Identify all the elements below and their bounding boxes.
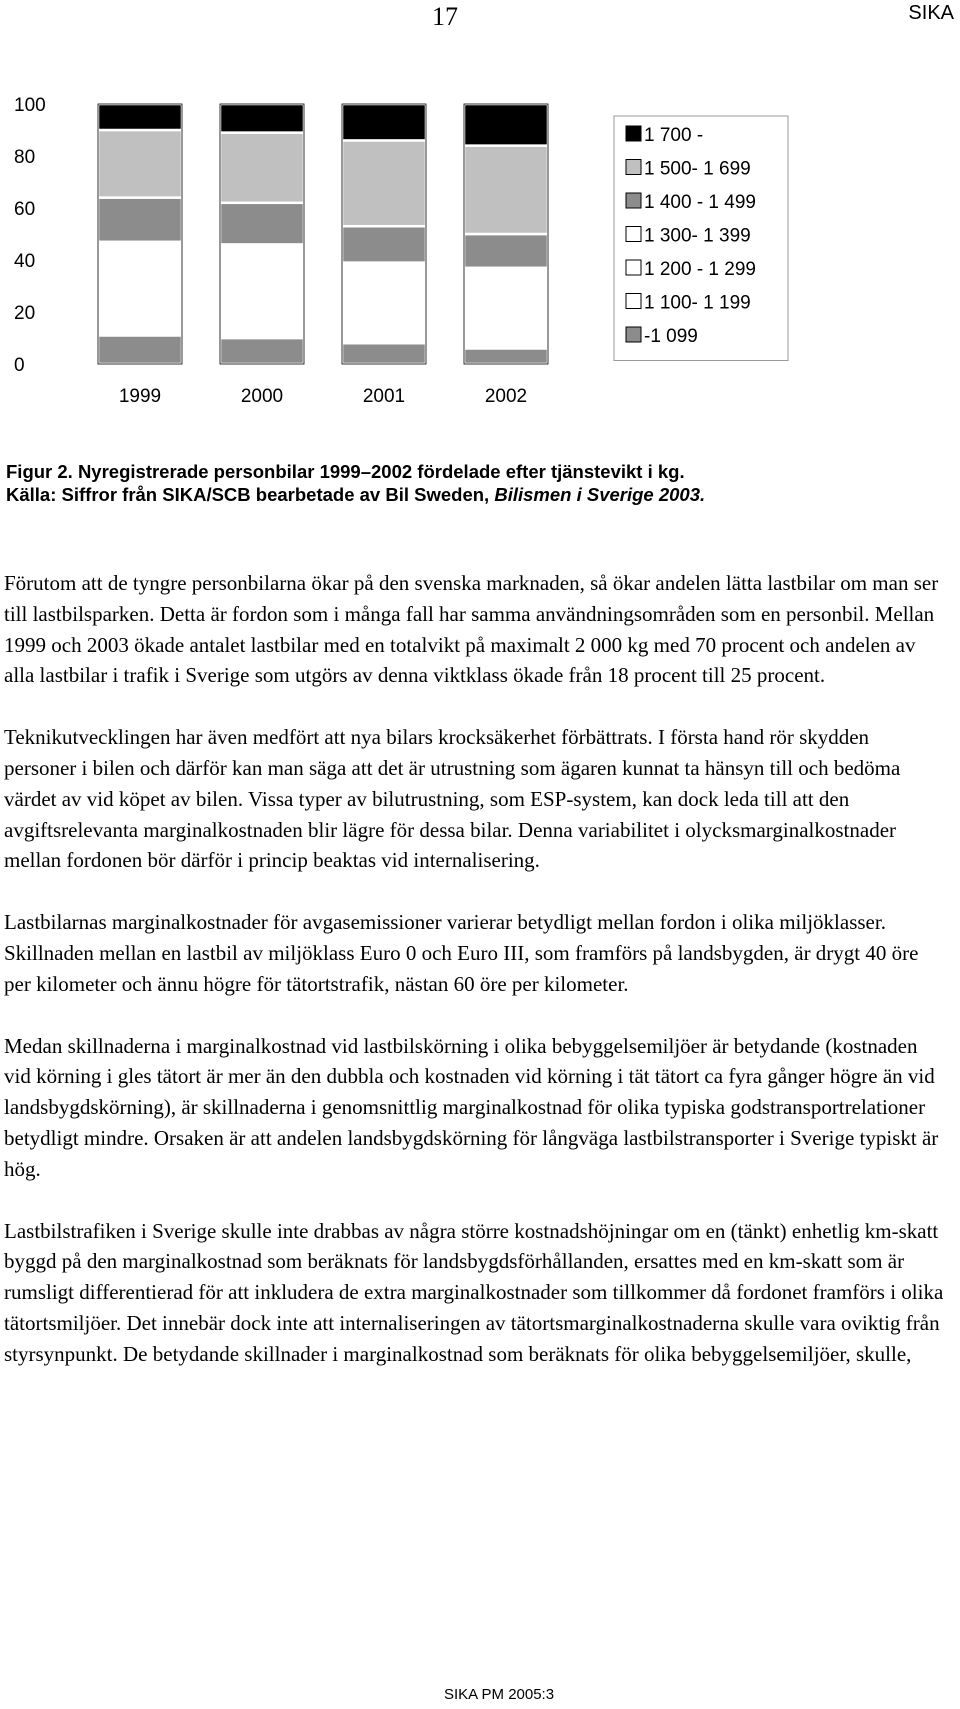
y-tick-label: 60 [14,199,36,220]
bar-segment [98,315,182,336]
caption-line-1: Figur 2. Nyregistrerade personbilar 1999–2002 fördelade efter tjänstevikt i kg. [6,461,685,482]
bar-segment [98,335,182,364]
figure-caption [6,460,946,506]
legend-label: 1 300- 1 399 [644,225,751,247]
paragraph: Medan skillnaderna i marginalkostnad vid lastbilskörning i olika bebyggelsemiljöer är betydande (kostnaden vid körning i gles tätort är mer än den dubbla och kostnaden vid körning i tät tätort ca fyra gånger högre än vid landsbygdskörning), är skillnaderna i genomsnittlig marginalkostnad för olika typiska godstransportrelationer betydligt mindre. Orsaken är att andelen landsbygdskörning för långväga lastbilstransporter i Sverige typiskt är hög. [4,1033,939,1181]
bar-segment [464,268,548,307]
legend-swatch [626,327,641,342]
legend [614,116,788,361]
y-axis-ticks [14,95,46,376]
bar-segment [220,244,304,288]
legend-swatch [626,260,641,275]
legend-swatch [626,227,641,242]
bar-segment [464,234,548,268]
legend-swatch [626,193,641,208]
legend-swatch [626,160,641,175]
bar-segment [464,307,548,330]
bar-segment [98,283,182,314]
bars [98,104,548,364]
legend-swatch [626,126,641,141]
footer: SIKA PM 2005:3 [444,1686,555,1703]
legend-swatch [626,294,641,309]
paragraph: Lastbilstrafiken i Sverige skulle inte drabbas av några större kostnadshöjningar om en (tänkt) enhetlig km-skatt byggd på den marginalkostnad som beräknats för landsbygdsförhållanden, ersattes med en km-skatt som är rumsligt differentierad för att inkludera de extra marginalkostnader som tillkommer då fordonet framförs i olika tätortsmiljöer. Det innebär dock inte att internaliseringen av tätortsmarginalkostnaderna skulle vara oviktig från styrsynpunkt. De betydande skillnader i marginalkostnad som beräknats för olika bebyggelsemiljöer, skulle, [4,1218,944,1366]
caption-line-2 [6,483,946,506]
legend-label: -1 099 [644,326,698,347]
bar-segment [220,133,304,203]
paragraph: Teknikutvecklingen har även medfört att nya bilars krocksäkerhet förbättrats. I första hand rör skydden personer i bilen och därför kan man säga att det är utrustning som ägaren kunnat ta hänsyn till och bedöma värdet av vid köpet av bilen. Vissa typer av bilutrustning, som ESP-system, kan dock leda till att den avgiftsrelevanta marginalkostnaden blir lägre för dessa bilar. Denna variabilitet i olycksmarginalkostnader mellan fordonen bör därför i princip beaktas vid internalisering. [4,725,901,873]
bar-segment [220,104,304,133]
bar-segment [98,198,182,242]
legend-label: 1 200 - 1 299 [644,259,756,280]
legend-label: 1 700 - [644,125,704,146]
bar-segment [342,325,426,343]
caption-source-title: Bilismen i Sverige 2003. [494,484,706,505]
bar-segment [464,146,548,234]
bar-segment [342,226,426,262]
y-tick-label: 100 [14,95,46,116]
y-tick-label: 80 [14,147,36,168]
bar-segment [464,330,548,348]
x-tick-label: 2000 [240,386,284,407]
y-tick-label: 0 [14,355,25,376]
bar-segment [464,348,548,364]
bar-segment [342,263,426,302]
caption-source: Källa: Siffror från SIKA/SCB bearbetade av Bil Sweden, [6,484,495,505]
bar-segment [464,104,548,146]
paragraph: Lastbilarnas marginalkostnader för avgasemissioner varierar betydligt mellan fordon i olika miljöklasser. Skillnaden mellan en lastbil av miljöklass Euro 0 och Euro III, som framförs på landsbygden, är drygt 40 öre per kilometer och ännu högre för tätortstrafik, nästan 60 öre per kilometer. [4,910,919,996]
x-tick-label: 2002 [484,386,528,407]
x-tick-label: 2001 [362,386,406,407]
header-brand: SIKA [908,2,954,24]
bar-segment [220,338,304,364]
bar-segment [342,140,426,226]
bar-segment [220,289,304,320]
bar-segment [98,130,182,198]
bar-segment [342,343,426,364]
bar-segment [220,203,304,245]
x-tick-label: 1999 [118,386,162,407]
bar-segment [220,320,304,338]
legend-label: 1 400 - 1 499 [644,192,756,213]
bar-segment [98,242,182,284]
paragraph: Förutom att de tyngre personbilarna ökar på den svenska marknaden, så ökar andelen lätta lastbilar om man ser till lastbilsparken. Detta är fordon som i många fall har samma användningsområden som en personbil. Mellan 1999 och 2003 ökade antalet lastbilar med en totalvikt på maximalt 2 000 kg med 70 procent och andelen av alla lastbilar i trafik i Sverige som utgörs av denna viktklass ökade från 18 procent till 25 procent. [4,571,939,688]
stacked-bar-chart [0,80,800,450]
bar-segment [342,302,426,325]
body-text [4,568,944,1401]
bar-segment [98,104,182,130]
legend-label: 1 500- 1 699 [644,158,751,180]
page-number: 17 [432,2,458,31]
y-tick-label: 40 [14,251,36,272]
y-tick-label: 20 [14,303,36,324]
bar-segment [342,104,426,140]
legend-label: 1 100- 1 199 [644,292,751,314]
x-axis-ticks [119,386,527,407]
